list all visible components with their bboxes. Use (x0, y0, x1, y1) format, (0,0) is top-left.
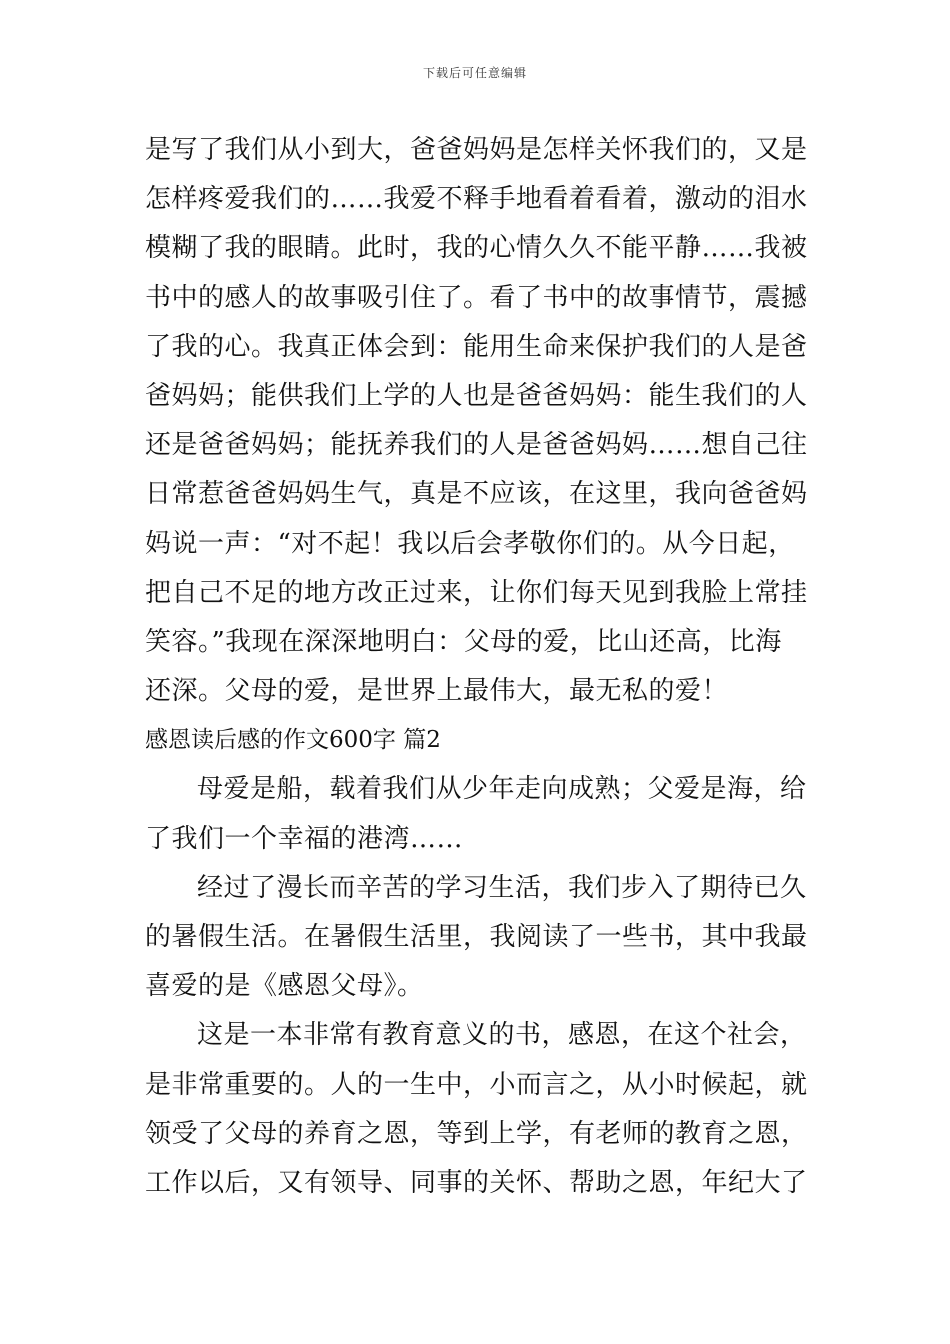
text-line: 是写了我们从小到大，爸爸妈妈是怎样关怀我们的，又是 (145, 135, 808, 165)
text-line: 笑容。”我现在深深地明白：父母的爱，比山还高，比海 (145, 626, 782, 657)
text-line: 的暑假生活。在暑假生活里，我阅读了一些书，其中我最 (145, 922, 808, 952)
text-line: 还深。父母的爱，是世界上最伟大，最无私的爱！ (145, 676, 729, 707)
text-line: 是非常重要的。人的一生中，小而言之，从小时候起，就 (145, 1069, 808, 1100)
text-line: 怎样疼爱我们的……我爱不释手地看着看着，激动的泪水 (145, 184, 808, 215)
text-line: 还是爸爸妈妈；能抚养我们的人是爸爸妈妈……想自己往 (145, 430, 808, 461)
text-line: 了我们一个幸福的港湾…… (145, 823, 464, 854)
text-line: 把自己不足的地方改正过来，让你们每天见到我脸上常挂 (145, 577, 808, 608)
document-body (145, 126, 807, 1208)
text-line: 书中的感人的故事吸引住了。看了书中的故事情节，震撼 (145, 282, 808, 313)
text-line: 日常惹爸爸妈妈生气，真是不应该，在这里，我向爸爸妈 (145, 479, 808, 510)
text-line: 这是一本非常有教育意义的书，感恩，在这个社会， (197, 1020, 807, 1051)
text-line: 工作以后，又有领导、同事的关怀、帮助之恩，年纪大了 (145, 1167, 808, 1198)
section-heading: 感恩读后感的作文600字 篇2 (145, 727, 441, 754)
text-line: 喜爱的是《感恩父母》。 (145, 971, 424, 1002)
text-line: 经过了漫长而辛苦的学习生活，我们步入了期待已久 (197, 872, 807, 903)
text-line: 领受了父母的养育之恩，等到上学，有老师的教育之恩， (145, 1118, 808, 1149)
text-line: 母爱是船，载着我们从少年走向成熟；父爱是海，给 (197, 774, 807, 805)
text-line: 了我的心。我真正体会到：能用生命来保护我们的人是爸 (145, 331, 808, 362)
page-header: 下载后可任意编辑 (422, 66, 527, 80)
text-line: 模糊了我的眼睛。此时，我的心情久久不能平静……我被 (145, 233, 808, 264)
text-line: 爸妈妈；能供我们上学的人也是爸爸妈妈：能生我们的人 (145, 380, 808, 411)
text-line: 妈说一声：“对不起！我以后会孝敬你们的。从今日起， (145, 528, 795, 559)
